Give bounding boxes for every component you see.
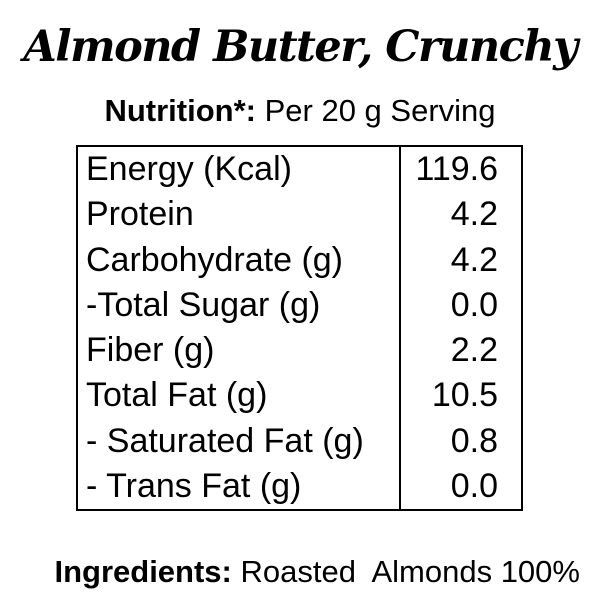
nutrient-value: 4.2 bbox=[399, 238, 521, 283]
nutrient-value: 4.2 bbox=[399, 192, 521, 237]
ingredients-label: Ingredients: bbox=[54, 554, 232, 589]
nutrient-label: Protein bbox=[86, 195, 194, 234]
nutrient-value: 0.0 bbox=[399, 464, 521, 509]
nutrient-label: - Saturated Fat (g) bbox=[86, 421, 364, 460]
nutrient-value: 119.6 bbox=[399, 147, 521, 192]
table-row bbox=[78, 464, 521, 509]
nutrient-label: Energy (Kcal) bbox=[86, 150, 292, 189]
nutrition-header bbox=[0, 93, 600, 129]
table-row bbox=[78, 328, 521, 373]
nutrition-table bbox=[76, 145, 523, 511]
table-row bbox=[78, 373, 521, 418]
nutrient-value: 0.8 bbox=[399, 419, 521, 464]
table-row bbox=[78, 147, 521, 192]
table-row bbox=[78, 283, 521, 328]
nutrient-label: -Total Sugar (g) bbox=[86, 285, 321, 324]
table-row bbox=[78, 238, 521, 283]
nutrient-value: 10.5 bbox=[399, 373, 521, 418]
ingredients-line bbox=[0, 518, 600, 600]
table-row bbox=[78, 419, 521, 464]
nutrient-label: Fiber (g) bbox=[86, 331, 215, 370]
nutrient-value: 0.0 bbox=[399, 283, 521, 328]
ingredients-text: Roasted Almonds 100% bbox=[231, 554, 580, 589]
product-title: Almond Butter, Crunchy bbox=[23, 22, 577, 72]
nutrient-label: Carbohydrate (g) bbox=[86, 240, 344, 279]
nutrient-value: 2.2 bbox=[399, 328, 521, 373]
nutrition-header-label: Nutrition*: bbox=[104, 93, 256, 128]
nutrient-label: - Trans Fat (g) bbox=[86, 466, 302, 505]
nutrition-header-text: Per 20 g Serving bbox=[256, 93, 496, 128]
nutrient-label: Total Fat (g) bbox=[86, 376, 268, 415]
table-row bbox=[78, 192, 521, 237]
